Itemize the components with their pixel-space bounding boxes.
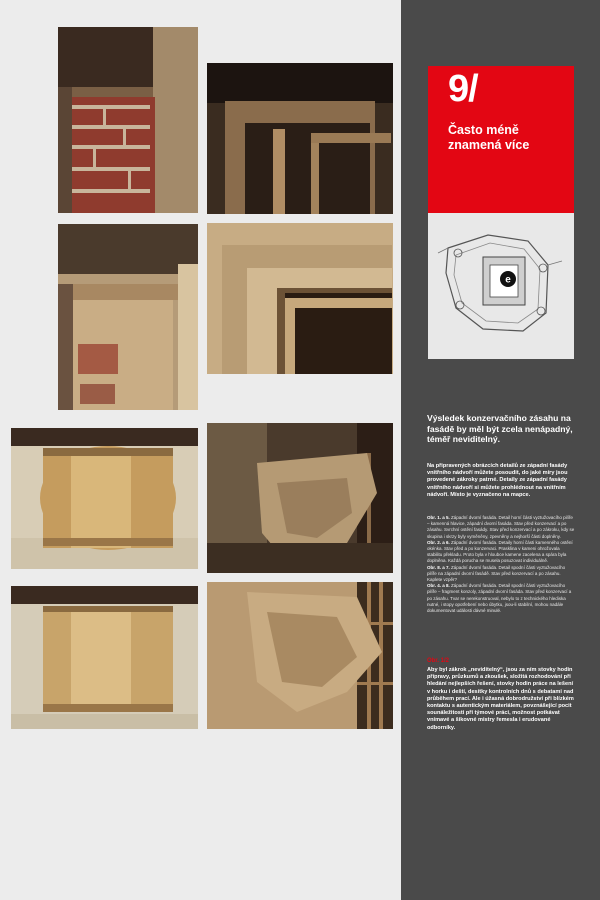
caption-item: Obr. 4. a 8. Západní dvorní fasáda. Detail spodní části vyztužovacího pilíře – fragment konzoly, západní dvorní fasáda. Stav před konzervací a po zásahu. Tvar se nerekonstruoval, nebylo to z technického hlediska nutné, i stopy opotřebení nebo úbytku, jsou-li stabilní, mohou nadále dokumentovat události dávné minulé.	[427, 583, 572, 614]
caption-item: Obr. 1. a 5. Západní dvorní fasáda. Detail horní části vyztužovacího pilíře – kamenná hlavice, západní dvorní fasáda. Stav před konzervací a po zásahu. Svrchní ostění fasády. Stav před konzervací a po zákroku, kdy se skupina i skrzy byly vyměněny, zpevněny a nejhorší části doplněny.	[427, 515, 575, 539]
chapter-header	[428, 66, 574, 213]
photo-console-fragment-before	[207, 423, 393, 573]
caption-item: Obr. 8. a 7. Západní dvorní fasáda. Detail spodní části vyztužovacího pilíře na západní dvorní fasádě. Stav před konzervací a po zásahu. Kaplete vzpěr?	[427, 564, 566, 583]
figure-captions	[427, 515, 575, 614]
closing-text: Aby byl zákrok „neviditelný“, jsou za ním stovky hodin přípravy, průzkumů a zkoušek, složitá rozhodování při hledání nejlepších řešení, stovky hodin práce na lešení v horku i deští, desítky kontrolních dnů s debatami nad průběhem prací. Ale i úžasná dobrodružství při blízkém kontaktu s autentickým materiálem, povznášející pocit sounáležitosti při týmové práci, možnost potkávat vnímavé a šikovné mistry řemesla i erudované odborníky.	[427, 667, 574, 731]
photo-window-frame-after	[207, 223, 393, 374]
figure-reference: Obr. 1/2	[427, 658, 450, 664]
photo-brick-pillar-before	[58, 27, 198, 213]
intro-text: Na připravených obrázcích detailů ze západní fasády vnitřního nádvoří můžete posoudit, do jaké míry jsou provedené zákroky patrné. Detaily ze západní fasády vnitřního nádvoří si můžete prohlédnout na vnitřním nádvoří. Místo je vyznačeno na mapce.	[427, 463, 568, 498]
photo-brick-pillar-after	[58, 224, 198, 410]
photo-console-fragment-after	[207, 582, 393, 729]
map-marker-label: e	[505, 274, 511, 286]
caption-item: Obr. 2. a 6. Západní dvorní fasáda. Detaily horní části kamenného ostění okénka. Stav před a po konzervaci. Prasklina v kameni ohrožovala stabilitu překladu. Proto byla v hloubce kamene zacelena a spára byla doplněna. Každá porucha se musela posuzovat individuálně.	[427, 539, 573, 564]
photo-window-frame-before	[207, 63, 393, 214]
photo-column-base-after	[11, 586, 198, 729]
castle-map	[428, 213, 574, 359]
lead-text: Výsledek konzervačního zásahu na fasádě by měl být zcela nenápadný, téměř neviditelný.	[427, 413, 573, 445]
chapter-title: Často méně znamená více	[448, 123, 530, 152]
photo-column-base-before	[11, 428, 198, 569]
chapter-number: 9/	[448, 68, 478, 110]
